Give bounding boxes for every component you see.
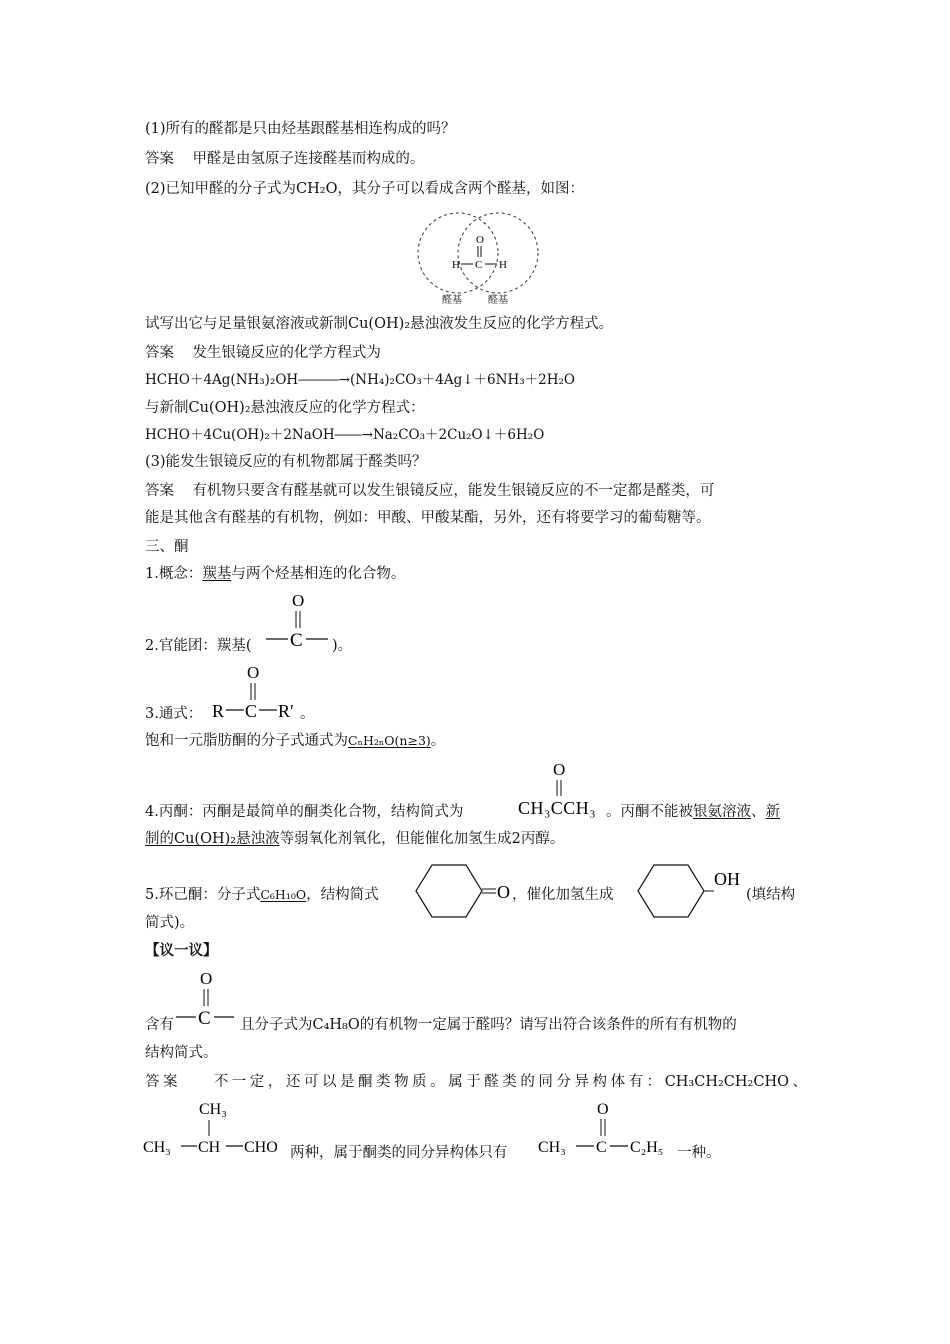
q1-answer: [145, 149, 424, 169]
cyclohexanol-structure: [634, 858, 749, 928]
branched-aldehyde-structure: [143, 1094, 293, 1160]
discuss-o: O: [200, 969, 213, 988]
acetone-line1-prefix: 4.丙酮：丙酮是最简单的酮类化合物，结构简式为: [145, 804, 464, 820]
q3-question: (3)能发生银镜反应的有机物都属于醛类吗？: [145, 454, 427, 470]
item-text: 等弱氧化剂氧化，但能催化加氢生成2丙醇。: [279, 831, 565, 847]
general-r2: R′: [278, 701, 294, 721]
silver-mirror-equation: HCHO＋4Ag(NH₃)₂OH―――→(NH₄)₂CO₃＋4Ag↓＋6NH₃＋2H₂O: [145, 372, 575, 388]
figure-h-right: H: [499, 259, 507, 271]
figure-left-label: 醛基: [442, 295, 462, 306]
item-text: 。: [430, 733, 446, 749]
discuss-carbonyl: [172, 964, 242, 1036]
discuss-answer-line1: [145, 1072, 807, 1092]
branch-ch: CH: [198, 1139, 221, 1156]
cuoh2-equation: HCHO＋4Cu(OH)₂＋2NaOH――→Na₂CO₃＋2Cu₂O↓＋6H₂O: [145, 427, 545, 443]
branch-cho: CHO: [244, 1139, 278, 1156]
answer-tag: 答案: [145, 345, 174, 361]
svg-text:O: O: [497, 882, 510, 902]
cyclohexanone-structure: [412, 858, 517, 928]
cyclohexanone-line1-b: ，催化加氢生成: [512, 887, 614, 903]
blank-answer: CₙH₂ₙO(n≥3): [348, 733, 431, 748]
answer-tag: 答案: [145, 1074, 182, 1090]
branch-left: CH₃: [143, 1139, 171, 1156]
butanone-structure: [538, 1094, 688, 1160]
item-text: 。丙酮不能被: [606, 804, 693, 820]
discuss-end: 一种。: [677, 1145, 721, 1161]
blank-answer: 新: [765, 804, 780, 820]
formaldehyde-figure: [410, 205, 550, 310]
acetone-line2: [145, 829, 564, 849]
figure-h-left: H: [452, 259, 460, 271]
item-text: 饱和一元脂肪酮的分子式通式为: [145, 733, 348, 749]
acetone-line1-rest: [606, 802, 780, 822]
carbonyl-structure: [260, 588, 340, 660]
answer-text: 不一定，还可以是酮类物质。属于醛类的同分异构体有：CH₃CH₂CH₂CHO、: [213, 1074, 808, 1090]
general-c: C: [245, 701, 258, 721]
ketone-concept: [145, 564, 405, 584]
discuss-line2: 结构简式。: [145, 1045, 218, 1061]
answer-tag: 答案: [145, 151, 174, 167]
figure-c: C: [475, 259, 483, 271]
discuss-line1-prefix: 含有: [145, 1017, 174, 1033]
discuss-title: 【议一议】: [145, 942, 218, 959]
general-formula-suffix: 。: [300, 706, 315, 722]
item-prefix: 1.概念：: [145, 566, 203, 582]
discuss-mid: 两种，属于酮类的同分异构体只有: [290, 1145, 508, 1161]
acetone-o: O: [553, 760, 566, 779]
section-title: 三、酮: [145, 539, 189, 555]
q2-question: (2)已知甲醛的分子式为CH₂O，其分子可以看成含两个醛基，如图：: [145, 181, 584, 197]
saturated-formula: [145, 731, 445, 751]
acetone-formula: CH₃CCH₃: [518, 798, 597, 818]
q1-question: (1)所有的醛都是只由烃基跟醛基相连构成的吗？: [145, 121, 456, 137]
discuss-line1-rest: 且分子式为C₄H₈O的有机物一定属于醛吗？请写出符合该条件的所有有机物的: [240, 1017, 737, 1033]
butanone-left: CH₃: [538, 1139, 566, 1156]
carbonyl-o: O: [292, 591, 305, 610]
butanone-c: C: [596, 1139, 607, 1156]
blank-answer: C₆H₁₀O: [260, 887, 307, 902]
figure-o: O: [476, 234, 484, 246]
blank-answer: 银氨溶液: [693, 804, 751, 820]
blank-answer: 羰基: [202, 566, 232, 582]
q3-answer-line2: 能是其他含有醛基的有机物，例如：甲酸、甲酸某酯，另外，还有将要学习的葡萄糖等。: [145, 510, 711, 526]
acetone-structure: [515, 758, 615, 820]
q2-prompt: 试写出它与足量银氨溶液或新制Cu(OH)₂悬浊液发生反应的化学方程式。: [145, 316, 614, 332]
answer-text: 甲醛是由氢原子连接醛基而构成的。: [192, 151, 425, 167]
answer-text: 有机物只要含有醛基就可以发生银镜反应，能发生银镜反应的不一定都是醛类，可: [192, 483, 715, 499]
butanone-o: O: [597, 1101, 609, 1118]
general-r: R: [212, 701, 225, 721]
cyclohexanone-line2: 简式)。: [145, 915, 195, 931]
q2-eq2-intro: 与新制Cu(OH)₂悬浊液反应的化学方程式：: [145, 400, 425, 416]
functional-group-prefix: 2.官能团：羰基(: [145, 638, 252, 654]
q2-answer: [145, 343, 381, 363]
butanone-right: C₂H₅: [630, 1139, 664, 1156]
cyclohexanone-line1-c: (填结构: [746, 887, 796, 903]
q3-answer-line1: [145, 481, 714, 501]
discuss-c: C: [198, 1008, 211, 1029]
figure-right-label: 醛基: [488, 295, 508, 306]
functional-group-suffix: )。: [332, 638, 353, 654]
branch-ch3-top: CH₃: [199, 1101, 227, 1118]
item-text: 、: [751, 804, 766, 820]
general-formula-prefix: 3.通式：: [145, 706, 203, 722]
general-o: O: [247, 663, 260, 682]
carbonyl-c: C: [290, 630, 303, 651]
blank-answer: 制的Cu(OH)₂悬浊液: [145, 831, 280, 847]
item-text: ，结构简式: [306, 887, 379, 903]
answer-intro: 发生银镜反应的化学方程式为: [192, 345, 381, 361]
item-text: 与两个烃基相连的化合物。: [231, 566, 406, 582]
item-text: 5.环己酮：分子式: [145, 887, 261, 903]
cyclohexanone-line1-a: [145, 885, 379, 905]
cyclohexanol-oh: OH: [714, 869, 740, 889]
answer-tag: 答案: [145, 483, 174, 499]
